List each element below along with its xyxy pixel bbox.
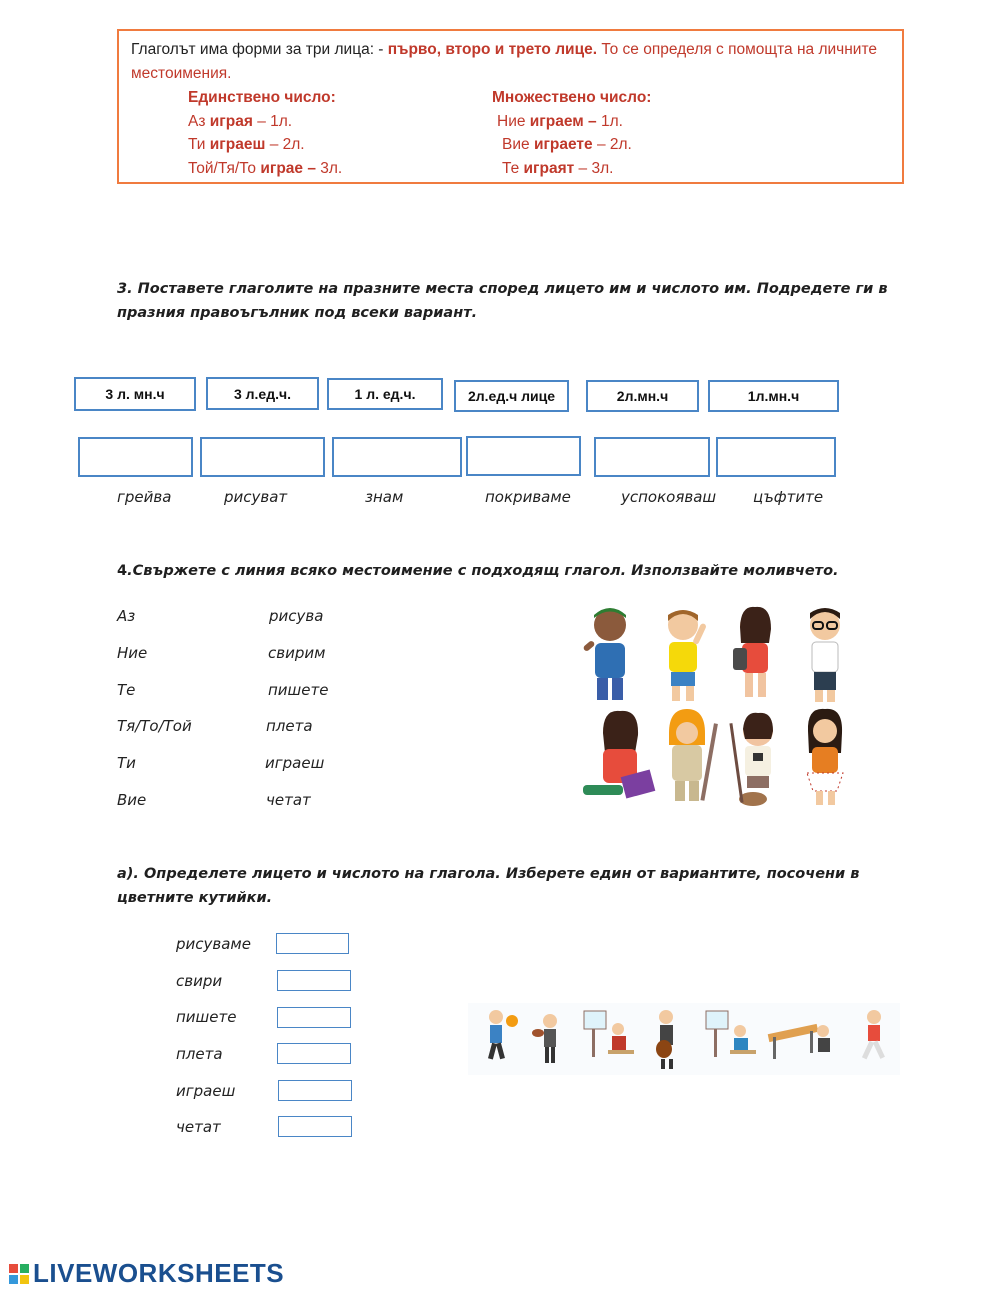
verb-label: плета [176, 1045, 223, 1063]
child-figure [668, 610, 707, 701]
verb-item[interactable]: четат [266, 791, 311, 809]
plural-row: Те играят – 3л. [502, 159, 614, 177]
answer-box-2[interactable] [200, 437, 325, 477]
child-figure [807, 709, 843, 805]
verb-item[interactable]: рисува [269, 607, 324, 625]
child-figure [669, 709, 718, 801]
singular-row: Той/Тя/То играе – 3л. [188, 159, 343, 177]
label-box-1pl-plural: 1л.мн.ч [708, 380, 839, 412]
verb-label: рисуваме [176, 935, 251, 953]
activities-illustration [468, 1003, 900, 1075]
answer-box-6[interactable] [716, 437, 836, 477]
draggable-verb[interactable]: рисуват [224, 488, 288, 506]
task4-heading: 4.Свържете с линия всяко местоимение с подходящ глагол. Използвайте моливчето. [117, 563, 839, 579]
draggable-verb[interactable]: грейва [117, 488, 172, 506]
plural-row: Ние играем – 1л. [497, 112, 623, 130]
verb-item[interactable]: пишете [268, 681, 329, 699]
draggable-verb[interactable]: покриваме [485, 488, 571, 506]
child-figure [582, 608, 626, 700]
person-number-input[interactable] [276, 933, 349, 954]
person-number-input[interactable] [278, 1080, 352, 1101]
person-number-input[interactable] [277, 970, 351, 991]
answer-box-4[interactable] [466, 436, 581, 476]
pronoun-item[interactable]: Вие [117, 791, 147, 809]
pronoun-item[interactable]: Те [117, 681, 136, 699]
answer-box-3[interactable] [332, 437, 462, 477]
singular-column [188, 86, 342, 180]
label-box-3pl-plural: 3 л. мн.ч [74, 377, 196, 411]
children-illustration [575, 603, 860, 813]
pronoun-item[interactable]: Аз [117, 607, 136, 625]
child-figure [583, 711, 655, 799]
task3-heading: 3. Поставете глаголите на празните места според лицето им и числото им. Подредете ги в празния правоъгълник под всеки вариант. [117, 281, 888, 321]
child-figure [729, 713, 773, 806]
pronoun-item[interactable]: Ние [117, 644, 148, 662]
label-box-1pl-singular: 1 л. ед.ч. [327, 378, 443, 410]
singular-row: Ти играеш – 2л. [188, 136, 305, 153]
verb-label: свири [176, 972, 223, 990]
liveworksheets-logo [8, 1258, 284, 1289]
verb-label: играеш [176, 1082, 236, 1100]
pronoun-item[interactable]: Тя/То/Той [117, 717, 192, 735]
singular-title: Единствено число: [188, 89, 336, 106]
verb-label: пишете [176, 1008, 237, 1026]
verb-label: четат [176, 1118, 221, 1136]
person-number-input[interactable] [278, 1116, 352, 1137]
logo-text: LIVEWORKSHEETS [33, 1258, 285, 1288]
plural-title: Множествено число: [492, 89, 652, 106]
person-number-input[interactable] [277, 1043, 351, 1064]
draggable-verb[interactable]: цъфтите [753, 488, 824, 506]
verb-item[interactable]: играеш [265, 754, 325, 772]
answer-box-5[interactable] [594, 437, 710, 477]
info-intro: Глаголът има форми за три лица: - първо, второ и трето лице. То се определя с помощта на личните местоимения. [131, 41, 878, 82]
verb-item[interactable]: плета [266, 717, 313, 735]
label-box-2pl-singular: 2л.ед.ч лице [454, 380, 569, 412]
plural-column [492, 86, 651, 180]
singular-row: Аз играя – 1л. [188, 112, 293, 130]
label-box-2pl-plural: 2л.мн.ч [586, 380, 699, 412]
draggable-verb[interactable]: успокояваш [621, 488, 717, 506]
person-number-input[interactable] [277, 1007, 351, 1028]
verb-item[interactable]: свирим [268, 644, 326, 662]
plural-row: Вие играете – 2л. [502, 136, 632, 153]
draggable-verb[interactable]: знам [365, 488, 404, 506]
answer-box-1[interactable] [78, 437, 193, 477]
child-figure [733, 607, 771, 697]
child-figure [810, 608, 840, 702]
label-box-3pl-singular: 3 л.ед.ч. [206, 377, 319, 410]
logo-squares-icon [8, 1263, 30, 1285]
pronoun-item[interactable]: Ти [117, 754, 136, 772]
task-a-heading: а). Определете лицето и числото на глагола. Изберете един от вариантите, посочени в цветните кутийки. [117, 866, 860, 906]
